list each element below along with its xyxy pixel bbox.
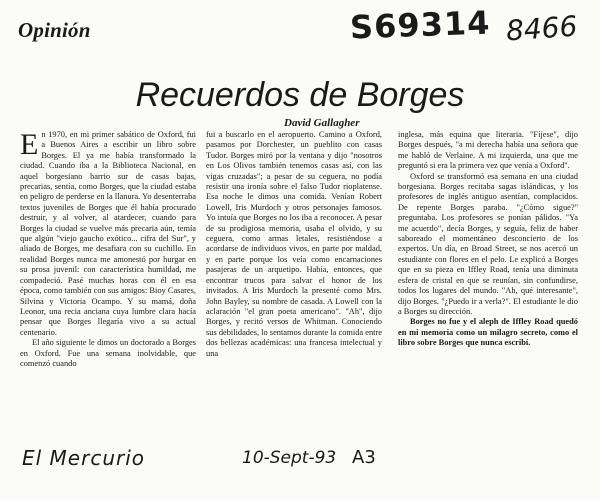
handwritten-date: 10-Sept-93 (242, 448, 337, 468)
handwritten-source: El Mercurio (22, 446, 146, 470)
paragraph: inglesa, más equina que literaria. "Fíjese", dijo Borges después, "a mi derecha había una señora que me habló de Verlaine. A mi izquierda, una que me preguntó si era la primera vez que venía a Oxford". (398, 130, 578, 171)
paragraph-text: Borges no fue y el aleph de Iffley Road quedó en mi memoria como un milagro secreto, como el libro sobre Borges que nunca escribí. (398, 317, 578, 348)
paragraph-text: n 1970, en mi primer sabático de Oxford, fui a Buenos Aires a escribir un libro sobre Borges. El ya me había transformado la ciudad. Cuando iba a la Biblioteca Nacional, en aquel borgesiano barrio sur de casas bajas, precarias, sentía, como Borges, que la ciudad estaba en peligro de perderse en la llanura. Yo desenterraba textos juveniles de Borges que él había procurado destruir, y al volver, al atardecer, cuando para Borges la ciudad se vuelve más precaria aún, temía que algún "viejo gaucho exótico... cifra del Sur", y aliado de Borges, me desafiara con su cuchillo. En realidad Borges nunca me amonestó por hurgar en su prosa juvenil: con característica humildad, me compadeció. Pasé muchas horas con él en esa época, como también con sus amigos: Bioy Casares, Silvina y Victoria Ocampo. Y su mamá, doña Leonor, una recia anciana cuya lumbre clara hacía pensar que Borges llegaría vivo a su actual centenario. (20, 130, 196, 337)
section-label: Opinión (18, 18, 91, 42)
paragraph (20, 130, 196, 338)
drop-cap: E (20, 128, 39, 161)
paragraph: Oxford se transformó esa semana en una ciudad borgesiana. Borges recitaba sagas islándicas, y los profesores de inglés antiguo asentían, complacidos. De repente Borges paraba. "¿Cómo sigue?" preguntaba. Los profesores se ponían pálidos. "Ya me acuerdo", decía Borges, y seguía, feliz de haber saboreado el momentáneo desconcierto de los expertos. Un día, en Broad Street, se nos acercó un estudiante con flores en el pelo. Le explicó a Borges que en su pieza en Iffley Road, tenía una diminuta esfera de cristal en que se reunían, sin confundirse, todos los lugares del mundo. "Ah, qué interesante", dijo Borges. "¿Puedo ir a verla?". El estudiante le dio a Borges su dirección. (398, 171, 578, 316)
paragraph: El año siguiente le dimos un doctorado a Borges en Oxford. Fue una semana inolvidable, que comenzó cuando (20, 338, 196, 368)
handwritten-code: S69314 (349, 3, 491, 47)
handwritten-page: A3 (352, 447, 376, 468)
article-column-3 (398, 130, 578, 349)
paragraph (398, 317, 578, 348)
article-title: Recuerdos de Borges (135, 76, 465, 114)
article-author: David Gallagher (284, 117, 360, 129)
article-column-1 (20, 130, 196, 369)
paragraph: fui a buscarlo en el aeropuerto. Camino a Oxford, pasamos por Dorchester, un pueblito con casas Tudor. Borges miró por la ventana y dijo "nosotros en Los Olivos también tenemos casas así, con las vigas cruzadas"; a pesar de su ceguera, no podía resistir una ironía sobre el falso Tudor rioplatense. Esa noche le dimos una comida. Venían Robert Lowell, Iris Murdoch y otros personajes famosos. Yo intuía que Borges no los iba a reconocer. A pesar de su prodigiosa memoria, usaba el olvido, y su ceguera, como armas letales, resistiéndose a acordarse de individuos vivos, en parte por maldad, y en parte porque los veía como encarnaciones pasajeras de un arquetipo. Había, entonces, que encontrar trucos para salvar el honor de los invitados. A Iris Murdoch la presenté como Mrs. John Bayley, su nombre de casada. A Lowell con la aclaración "el gran poeta americano". "Ah", dijo Borges, y recitó versos de Whitman. Conociendo sus debilidades, lo sentamos durante la comida entre dos bellezas académicas: una francesa intelectual y una (206, 130, 382, 358)
article-column-2 (206, 130, 382, 359)
handwritten-number: 8466 (504, 9, 579, 48)
